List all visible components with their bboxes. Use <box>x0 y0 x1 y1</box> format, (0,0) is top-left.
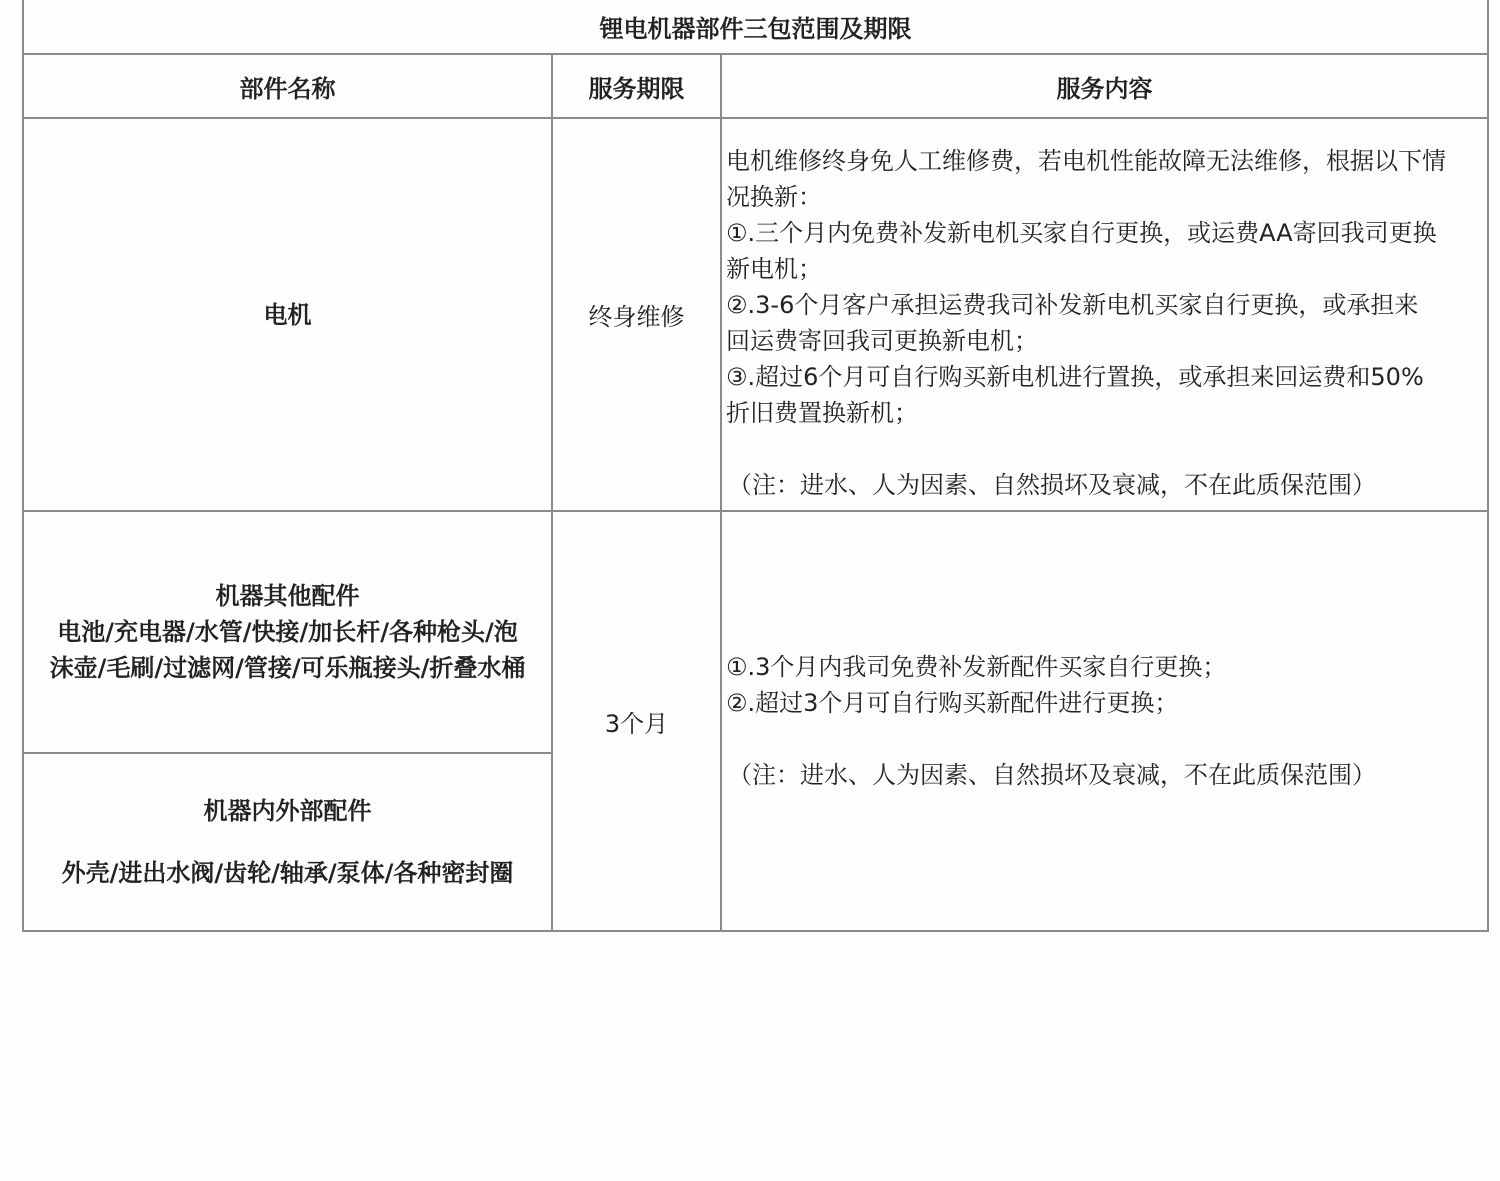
note-motor: （注：进水、人为因素、自然损坏及衰减，不在此质保范围） <box>728 470 1376 499</box>
content-accessories <box>721 511 1488 931</box>
table-title: 锂电机器部件三包范围及期限 <box>23 0 1488 54</box>
content-line: ③.超过6个月可自行购买新电机进行置换，或承担来回运费和50% <box>726 362 1424 391</box>
spacer <box>726 431 1485 467</box>
table-row-motor <box>23 118 1488 511</box>
header-row <box>23 54 1488 118</box>
content-line: 折旧费置换新机； <box>726 398 918 427</box>
title-row <box>23 0 1488 54</box>
part-name-items: 电池/充电器/水管/快接/加长杆/各种枪头/泡 <box>57 618 518 646</box>
content-motor <box>721 118 1488 511</box>
part-name-motor: 电机 <box>23 118 552 511</box>
content-line: ②.3-6个月客户承担运费我司补发新电机买家自行更换，或承担来 <box>726 290 1419 319</box>
content-line: ①.3个月内我司免费补发新配件买家自行更换； <box>726 653 1227 681</box>
header-part-name: 部件名称 <box>23 54 552 118</box>
part-name-title: 机器内外部配件 <box>203 797 372 825</box>
part-name-inner-outer-parts <box>23 753 552 931</box>
part-name-title: 机器其他配件 <box>215 582 360 610</box>
content-line: ②.超过3个月可自行购买新配件进行更换； <box>726 689 1179 717</box>
part-name-items: 沫壶/毛刷/过滤网/管接/可乐瓶接头/折叠水桶 <box>49 654 526 682</box>
content-line: ①.三个月内免费补发新电机买家自行更换，或运费AA寄回我司更换 <box>726 218 1437 247</box>
spacer <box>726 721 1485 757</box>
part-name-items: 外壳/进出水阀/齿轮/轴承/泵体/各种密封圈 <box>61 859 514 887</box>
table-row-other-accessories <box>23 511 1488 753</box>
part-name-other-accessories <box>23 511 552 753</box>
content-line: 新电机； <box>726 254 822 283</box>
note-accessories: （注：进水、人为因素、自然损坏及衰减，不在此质保范围） <box>728 761 1376 789</box>
warranty-table <box>22 0 1489 932</box>
content-line: 回运费寄回我司更换新电机； <box>726 326 1038 355</box>
header-content: 服务内容 <box>721 54 1488 118</box>
spacer <box>24 829 551 855</box>
content-line: 电机维修终身免人工维修费，若电机性能故障无法维修，根据以下情 <box>726 146 1446 175</box>
period-motor: 终身维修 <box>552 118 721 511</box>
content-line: 况换新： <box>726 182 822 211</box>
period-accessories: 3个月 <box>552 511 721 931</box>
header-period: 服务期限 <box>552 54 721 118</box>
